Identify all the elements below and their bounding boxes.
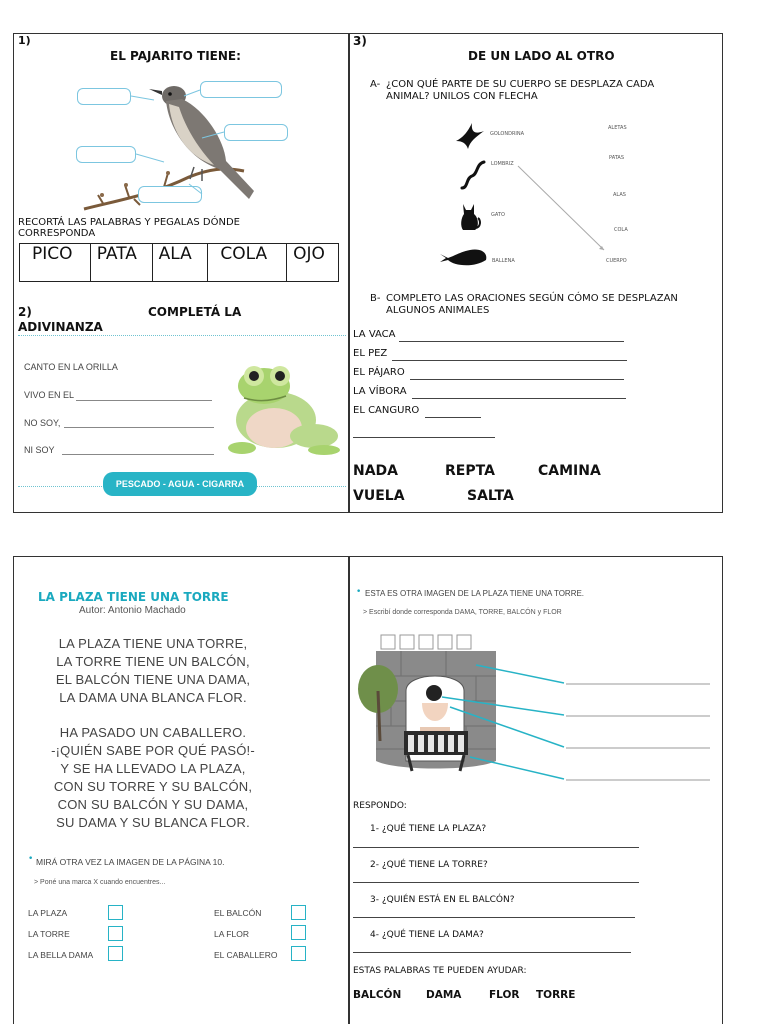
word-cell[interactable]: COLA xyxy=(208,244,287,282)
checklist-checkbox[interactable] xyxy=(291,925,306,940)
riddle-blank-3[interactable] xyxy=(64,427,214,428)
sentence-label: LA VÍBORA xyxy=(353,386,407,397)
answer-blank[interactable] xyxy=(353,882,639,883)
checklist-checkbox[interactable] xyxy=(291,946,306,961)
word-bank-item: SALTA xyxy=(467,488,514,504)
sentence-label: EL CANGURO xyxy=(353,405,420,416)
animal-label: GATO xyxy=(491,212,505,218)
tower-pointer-lines xyxy=(350,557,724,797)
frog-illustration xyxy=(224,364,344,456)
animal-label: GOLONDRINA xyxy=(490,131,525,137)
section-3-title: DE UN LADO AL OTRO xyxy=(468,49,615,63)
section-2-number: 2) xyxy=(18,305,32,319)
checklist-label: LA TORRE xyxy=(28,929,70,939)
word-cell[interactable]: OJO xyxy=(287,244,339,282)
checklist-label: LA FLOR xyxy=(214,929,249,939)
section-2-title: COMPLETÁ LA xyxy=(148,305,242,319)
section-2-title-continued: ADIVINANZA xyxy=(18,320,103,334)
riddle-line-4: NI SOY xyxy=(24,445,55,455)
cutout-instruction: RECORTÁ LAS PALABRAS Y PEGALAS DÓNDE CORRESPONDA xyxy=(18,217,240,239)
poem-line: LA DAMA UNA BLANCA FLOR. xyxy=(59,690,247,705)
bullet-icon: • xyxy=(28,854,34,864)
poem-line: CON SU BALCÓN Y SU DAMA, xyxy=(57,797,249,812)
word-cell[interactable]: PATA xyxy=(90,244,152,282)
dotted-divider xyxy=(18,335,346,336)
word-bank-item: CAMINA xyxy=(538,463,601,479)
part-b-letter: B- xyxy=(370,293,381,304)
body-part-label: ALETAS xyxy=(608,125,627,131)
riddle-line-1: CANTO EN LA ORILLA xyxy=(24,362,118,372)
body-part-label: ALAS xyxy=(613,192,626,198)
look-again-instruction: MIRÁ OTRA VEZ LA IMAGEN DE LA PÁGINA 10. xyxy=(36,857,225,867)
sentence-blank[interactable] xyxy=(425,417,481,418)
riddle-blank-2[interactable] xyxy=(76,400,212,401)
poem-line: EL BALCÓN TIENE UNA DAMA, xyxy=(55,672,251,687)
sentence-label: LA VACA xyxy=(353,329,396,340)
matching-example-arrow xyxy=(432,116,637,271)
checklist-label: EL CABALLERO xyxy=(214,950,278,960)
sentence-blank[interactable] xyxy=(410,379,624,380)
respond-label: RESPONDO: xyxy=(353,801,407,811)
body-part-label: CUERPO xyxy=(606,258,627,264)
body-part-label: COLA xyxy=(614,227,628,233)
animal-label: BALLENA xyxy=(492,258,515,264)
help-word: DAMA xyxy=(426,989,462,1001)
tower-panel xyxy=(349,556,723,1024)
riddle-options-pill: PESCADO - AGUA - CIGARRA xyxy=(103,472,257,496)
help-label: ESTAS PALABRAS TE PUEDEN AYUDAR: xyxy=(353,966,527,976)
poem-line: CON SU TORRE Y SU BALCÓN, xyxy=(53,779,253,794)
checklist-label: LA BELLA DAMA xyxy=(28,950,94,960)
part-b-line-1: COMPLETO LAS ORACIONES SEGÚN CÓMO SE DESPLAZAN xyxy=(386,293,678,304)
poem-line: -¡QUIÉN SABE POR QUÉ PASÓ!- xyxy=(51,743,255,758)
poem-stanza-2 xyxy=(14,725,292,837)
question: 4- ¿QUÉ TIENE LA DAMA? xyxy=(370,930,484,940)
sentence-blank[interactable] xyxy=(353,437,495,438)
section-1-title: EL PAJARITO TIENE: xyxy=(110,49,241,63)
word-bank-item: NADA xyxy=(353,463,399,479)
answer-blank[interactable] xyxy=(353,952,631,953)
poem-line: Y SE HA LLEVADO LA PLAZA, xyxy=(60,761,246,776)
sentence-label: EL PEZ xyxy=(353,348,388,359)
tower-heading: ESTA ES OTRA IMAGEN DE LA PLAZA TIENE UNA TORRE. xyxy=(365,589,585,598)
part-b-line-2: ALGUNOS ANIMALES xyxy=(386,305,490,316)
mark-instruction: > Poné una marca X cuando encuentres... xyxy=(34,879,166,886)
poem-line: HA PASADO UN CABALLERO. xyxy=(59,725,247,740)
checklist-label: EL BALCÓN xyxy=(214,908,262,918)
word-cell[interactable]: ALA xyxy=(152,244,208,282)
poem-line: LA TORRE TIENE UN BALCÓN, xyxy=(56,654,250,669)
riddle-blank-4[interactable] xyxy=(62,454,214,455)
part-a-line-2: ANIMAL? UNILOS CON FLECHA xyxy=(386,91,538,102)
question: 2- ¿QUÉ TIENE LA TORRE? xyxy=(370,860,488,870)
poem-stanza-1 xyxy=(14,636,292,716)
help-word: FLOR xyxy=(489,989,520,1001)
checklist-label: LA PLAZA xyxy=(28,908,68,918)
sentence-blank[interactable] xyxy=(392,360,627,361)
poem-panel xyxy=(13,556,349,1024)
answer-blank[interactable] xyxy=(353,917,635,918)
riddle-line-2: VIVO EN EL xyxy=(24,390,75,400)
label-connector-lines xyxy=(14,34,350,234)
poem-line: SU DAMA Y SU BLANCA FLOR. xyxy=(56,815,250,830)
section-1-number: 1) xyxy=(18,34,31,47)
checklist-checkbox[interactable] xyxy=(291,905,306,920)
section-bird-panel xyxy=(13,33,349,513)
poem-title: LA PLAZA TIENE UNA TORRE xyxy=(38,590,229,604)
bullet-icon: • xyxy=(356,587,362,597)
body-part-label: PATAS xyxy=(609,155,624,161)
word-cell[interactable]: PICO xyxy=(20,244,91,282)
section-movement-panel xyxy=(349,33,723,513)
checklist-checkbox[interactable] xyxy=(108,905,123,920)
part-a-letter: A- xyxy=(370,79,381,90)
help-word: BALCÓN xyxy=(353,989,402,1001)
sentence-label: EL PÁJARO xyxy=(353,367,405,378)
word-bank-item: VUELA xyxy=(353,488,405,504)
question: 1- ¿QUÉ TIENE LA PLAZA? xyxy=(370,824,487,834)
section-3-number: 3) xyxy=(353,34,367,48)
matching-exercise xyxy=(432,116,637,271)
word-cutout-table xyxy=(19,243,339,282)
checklist-checkbox[interactable] xyxy=(108,926,123,941)
tower-instruction: > Escribí donde corresponda DAMA, TORRE, BALCÓN y FLOR xyxy=(363,609,562,616)
word-bank-item: REPTA xyxy=(445,463,495,479)
checklist-checkbox[interactable] xyxy=(108,946,123,961)
question: 3- ¿QUIÉN ESTÁ EN EL BALCÓN? xyxy=(370,895,515,905)
answer-blank[interactable] xyxy=(353,847,639,848)
riddle-line-3: NO SOY, xyxy=(24,418,61,428)
part-a-line-1: ¿CON QUÉ PARTE DE SU CUERPO SE DESPLAZA CADA xyxy=(386,79,655,90)
poem-line: LA PLAZA TIENE UNA TORRE, xyxy=(58,636,248,651)
animal-label: LOMBRIZ xyxy=(491,161,514,167)
sentence-blank[interactable] xyxy=(412,398,626,399)
poem-author: Autor: Antonio Machado xyxy=(79,605,186,616)
sentence-blank[interactable] xyxy=(399,341,624,342)
help-word: TORRE xyxy=(536,989,576,1001)
